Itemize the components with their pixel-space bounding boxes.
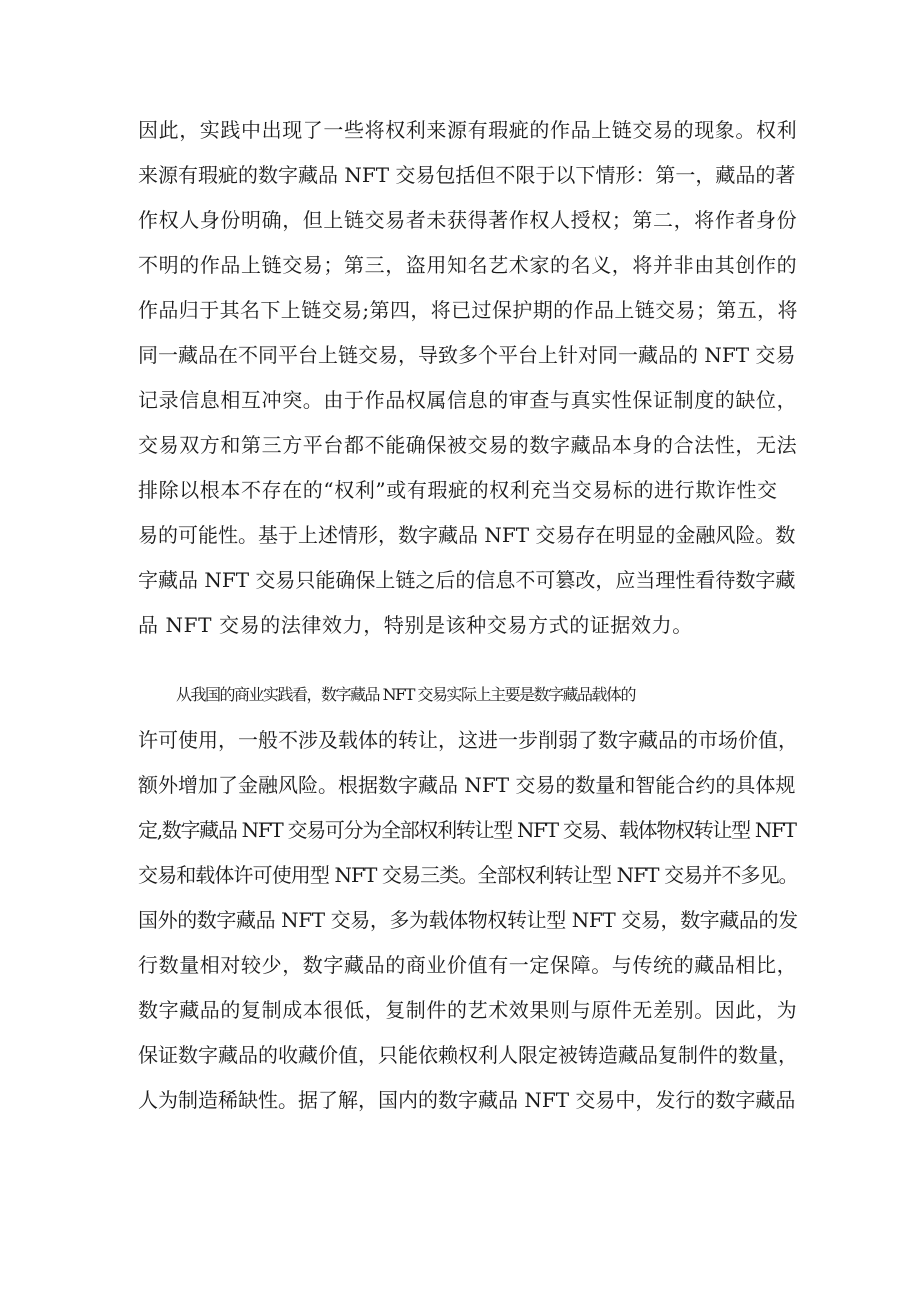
text-line: 许可使用，一般不涉及载体的转让，这进一步削弱了数字藏品的市场价值， [138,728,798,752]
text-line: 排除以根本不存在的“权利”或有瑕疵的权利充当交易标的进行欺诈性交 [138,478,778,502]
text-line: 作品归于其名下上链交易;第四，将已过保护期的作品上链交易；第五，将 [138,298,798,322]
text-line: 同一藏品在不同平台上链交易，导致多个平台上针对同一藏品的 NFT 交易 [138,343,796,367]
text-line: 记录信息相互冲突。由于作品权属信息的审查与真实性保证制度的缺位， [138,388,798,412]
text-line: 交易双方和第三方平台都不能确保被交易的数字藏品本身的合法性，无法 [138,433,798,457]
text-line: 作权人身份明确，但上链交易者未获得著作权人授权；第二，将作者身份 [138,208,798,232]
text-line: 保证数字藏品的收藏价值，只能依赖权利人限定被铸造藏品复制件的数量， [138,1043,798,1067]
text-line: 易的可能性。基于上述情形，数字藏品 NFT 交易存在明显的金融风险。数 [138,523,796,547]
text-line: 国外的数字藏品 NFT 交易，多为载体物权转让型 NFT 交易，数字藏品的发 [138,908,798,932]
text-line: 定,数字藏品 NFT 交易可分为全部权利转让型 NFT 交易、载体物权转让型 NFT [138,818,796,842]
text-line: 行数量相对较少，数字藏品的商业价值有一定保障。与传统的藏品相比， [138,953,798,977]
text-line: 品 NFT 交易的法律效力，特别是该种交易方式的证据效力。 [138,613,693,637]
text-line: 从我国的商业实践看，数字藏品 NFT 交易实际上主要是数字藏品载体的 [176,685,635,704]
text-line: 交易和载体许可使用型 NFT 交易三类。全部权利转让型 NFT 交易并不多见。 [138,863,798,887]
text-line: 因此，实践中出现了一些将权利来源有瑕疵的作品上链交易的现象。权利 [138,118,798,142]
text-line: 不明的作品上链交易；第三，盗用知名艺术家的名义，将并非由其创作的 [138,253,798,277]
text-line: 来源有瑕疵的数字藏品 NFT 交易包括但不限于以下情形：第一，藏品的著 [138,163,796,187]
text-line: 字藏品 NFT 交易只能确保上链之后的信息不可篡改，应当理性看待数字藏 [138,568,796,592]
text-line: 数字藏品的复制成本很低，复制件的艺术效果则与原件无差别。因此，为 [138,998,798,1022]
text-line: 人为制造稀缺性。据了解，国内的数字藏品 NFT 交易中，发行的数字藏品 [138,1088,796,1112]
text-line: 额外增加了金融风险。根据数字藏品 NFT 交易的数量和智能合约的具体规 [138,773,796,797]
